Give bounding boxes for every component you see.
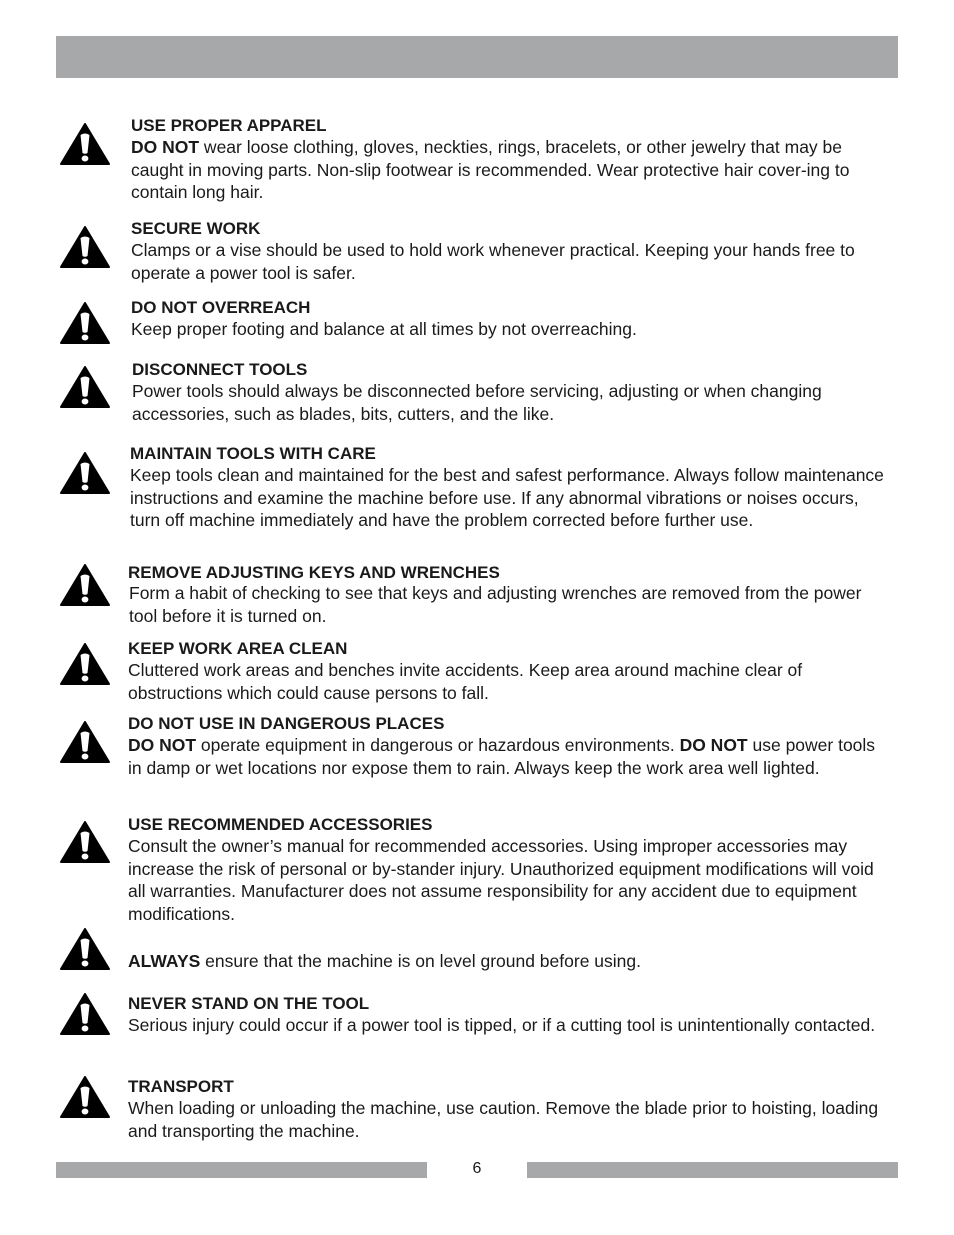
emphasis: ALWAYS <box>128 951 201 971</box>
footer-bar-right <box>527 1162 898 1178</box>
safety-item-secure-work <box>131 218 891 284</box>
warning-icon <box>59 820 111 864</box>
item-heading: KEEP WORK AREA CLEAN <box>128 639 348 658</box>
warning-icon <box>59 225 111 269</box>
warning-icon <box>59 563 111 607</box>
item-heading: TRANSPORT <box>128 1077 234 1096</box>
emphasis: DO NOT <box>679 735 748 755</box>
safety-item-disconnect <box>132 359 892 425</box>
item-body: Serious injury could occur if a power tool is tipped, or if a cutting tool is unintentionally contacted. <box>128 1015 876 1035</box>
item-body <box>131 136 891 204</box>
warning-icon <box>59 927 111 971</box>
item-body: Keep proper footing and balance at all times by not overreaching. <box>131 319 637 339</box>
page-number: 6 <box>472 1160 482 1177</box>
item-heading: USE PROPER APPAREL <box>131 116 327 135</box>
item-body: Clamps or a vise should be used to hold work whenever practical. Keeping your hands free to operate a power tool is safer. <box>131 240 855 283</box>
item-text: use power tools in damp or wet locations nor expose them to rain. Always keep the work area well lighted. <box>128 735 876 778</box>
item-heading: DO NOT USE IN DANGEROUS PLACES <box>128 714 445 733</box>
item-heading: SECURE WORK <box>131 219 261 238</box>
header-bar <box>56 36 898 78</box>
emphasis: DO NOT <box>128 735 197 755</box>
item-body: Cluttered work areas and benches invite accidents. Keep area around machine clear of obstructions which could cause persons to fall. <box>128 660 803 703</box>
item-text: operate equipment in dangerous or hazardous environments. <box>196 735 680 755</box>
item-heading: USE RECOMMENDED ACCESSORIES <box>128 815 433 834</box>
item-body: Power tools should always be disconnected before servicing, adjusting or when changing accessories, such as blades, bits, cutters, and the like. <box>132 381 822 424</box>
warning-icon <box>59 1075 111 1119</box>
item-body: Keep tools clean and maintained for the best and safest performance. Always follow maintenance instructions and examine the machine before use. If any abnormal vibrations or noises occurs, turn off machine immediately and have the problem corrected before further use. <box>130 465 884 530</box>
item-heading: DO NOT OVERREACH <box>131 298 311 317</box>
item-body: When loading or unloading the machine, use caution. Remove the blade prior to hoisting, loading and transporting the machine. <box>128 1098 879 1141</box>
item-body: Consult the owner’s manual for recommended accessories. Using improper accessories may increase the risk of personal or by-stander injury. Unauthorized equipment modifications will void all warranties. Manufacturer does not assume responsibility for any accident due to equipment modifications. <box>128 836 874 924</box>
warning-icon <box>59 720 111 764</box>
item-text: wear loose clothing, gloves, neckties, rings, bracelets, or other jewelry that may be caught in moving parts. Non-slip footwear is recommended. Wear protective hair cover-ing to contain long hair. <box>131 137 850 202</box>
safety-item-keys <box>128 563 888 627</box>
safety-item-dangerous-places <box>128 713 893 779</box>
safety-item-maintain <box>130 443 890 532</box>
item-heading: REMOVE ADJUSTING KEYS AND WRENCHES <box>128 563 500 582</box>
item-body <box>128 950 888 973</box>
emphasis: DO NOT <box>131 137 200 157</box>
item-text: ensure that the machine is on level ground before using. <box>200 951 641 971</box>
warning-icon <box>59 451 111 495</box>
warning-icon <box>59 301 111 345</box>
safety-item-overreach <box>131 297 891 341</box>
safety-item-never-stand <box>128 993 888 1037</box>
safety-item-level-ground <box>128 950 888 973</box>
item-body <box>128 734 893 779</box>
safety-item-accessories <box>128 814 888 925</box>
item-heading: MAINTAIN TOOLS WITH CARE <box>130 444 376 463</box>
warning-icon <box>59 642 111 686</box>
warning-icon <box>59 122 111 166</box>
warning-icon <box>59 365 111 409</box>
safety-item-transport <box>128 1076 893 1142</box>
safety-item-apparel <box>131 115 891 204</box>
footer-bar-left <box>56 1162 427 1178</box>
warning-icon <box>59 992 111 1036</box>
item-heading: NEVER STAND ON THE TOOL <box>128 994 370 1013</box>
item-body: Form a habit of checking to see that keys and adjusting wrenches are removed from the power tool before it is turned on. <box>129 583 862 626</box>
safety-item-clean-area <box>128 638 888 704</box>
item-heading: DISCONNECT TOOLS <box>132 360 308 379</box>
